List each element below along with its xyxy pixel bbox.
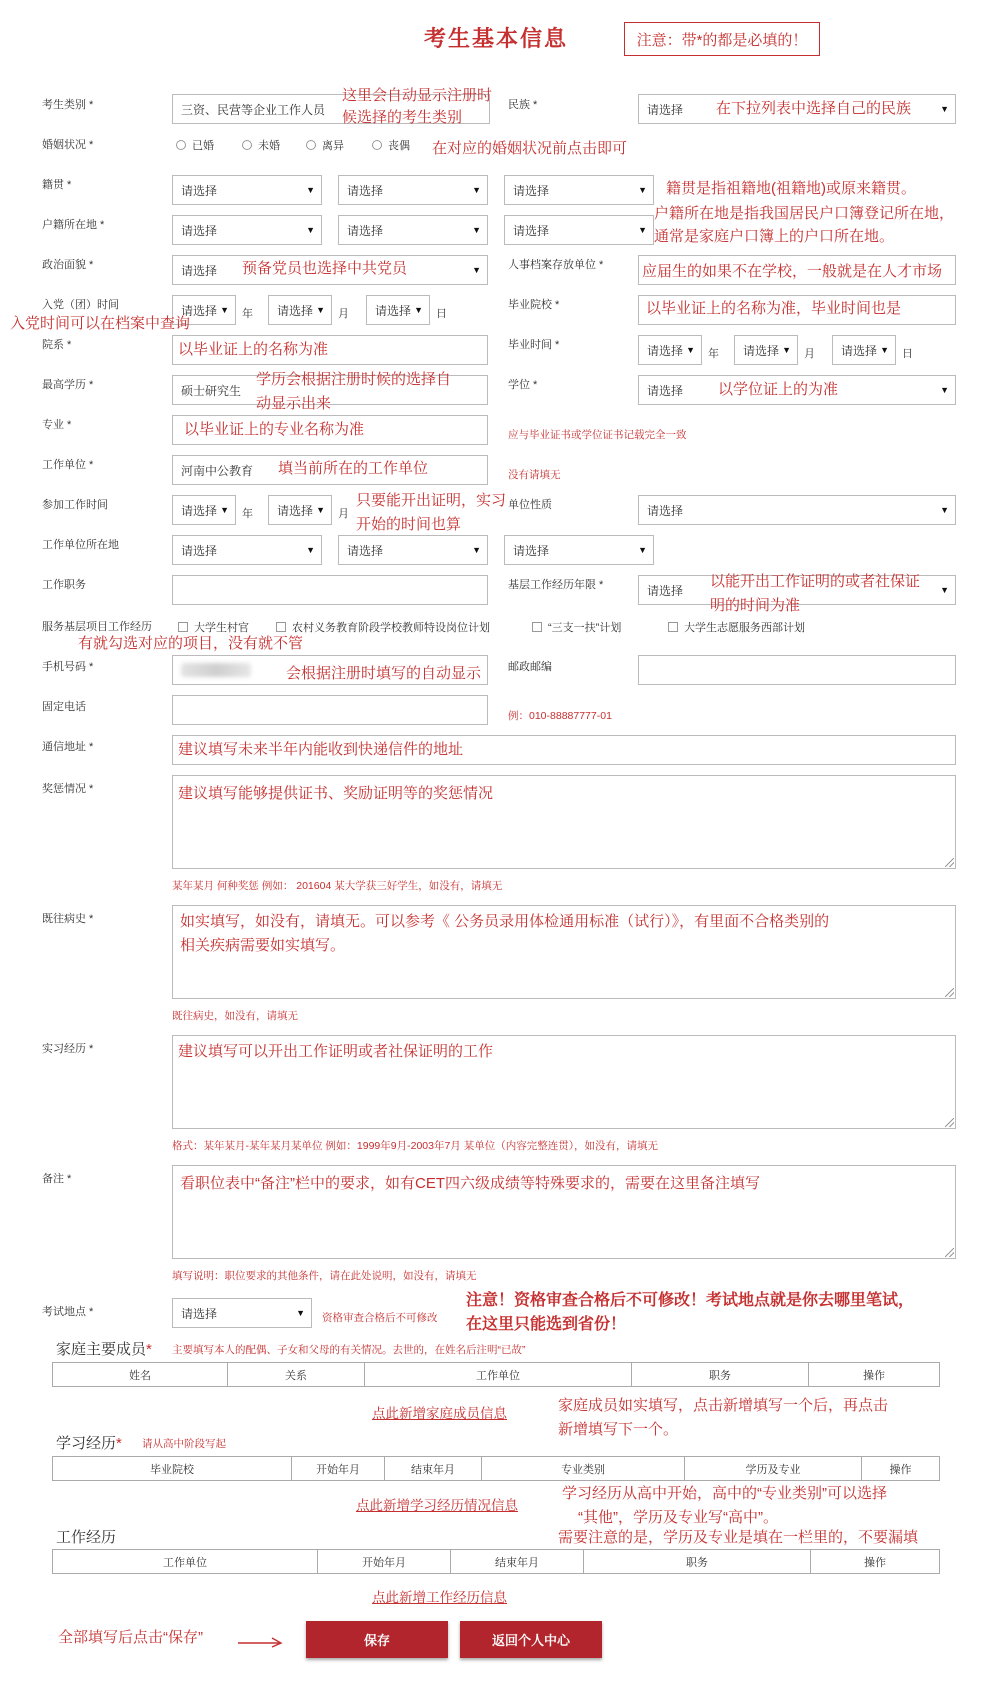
grad-date-label: 毕业时间 * [508,339,560,351]
chevron-down-icon: ▼ [638,185,647,195]
unit-day: 日 [436,308,447,320]
radio-circle-icon [176,140,186,150]
annotation-work-start: 只要能开出证明，实习 [356,492,507,509]
unit-day: 日 [902,348,913,360]
address-label: 通信地址 * [42,741,94,753]
household-city-select[interactable]: 请选择 ▼ [338,215,488,245]
annotation-household-2: 通常是家庭户口簿上的户口所在地。 [654,228,895,245]
postcode-input[interactable] [638,655,956,685]
annotation-work-start-2: 开始的时间也算 [356,516,462,533]
candidate-type-field: 三资、民营等企业工作人员 [172,94,490,124]
chevron-down-icon: ▼ [220,305,229,315]
work-section-title: 工作经历 [56,1529,117,1546]
annotation-household: 户籍所在地是指我国居民户口簿登记所在地， [654,205,955,222]
annotation-education-2: 动显示出来 [256,395,332,412]
annotation-exam-site: 注意！资格审查合格后不可修改！考试地点就是你去哪里笔试， [466,1292,915,1309]
internship-hint: 格式：某年某月-某年某月某单位 例如：1999年9月-2003年7月 某单位（内容完整连贯），如没有，请填无 [172,1140,658,1152]
grad-year-select[interactable]: 请选择 ▼ [638,335,702,365]
unit-year: 年 [242,508,253,520]
annotation-medical: 如实填写，如没有，请填无。可以参考《 公务员录用体检通用标准（试行）》，有里面不合格类别的 [180,913,830,930]
annotation-awards: 建议填写能够提供证书、奖励证明等的奖惩情况 [178,785,494,802]
employer-hint: 没有请填无 [508,469,561,481]
table-header-row [53,1550,940,1574]
resize-handle-icon[interactable] [945,988,954,997]
archive-unit-label: 人事档案存放单位 * [508,259,604,271]
annotation-study-3: 需要注意的是，学历及专业是填在一栏里的，不要漏填 [558,1529,919,1546]
party-date-label: 入党（团）时间 [42,299,119,311]
checkbox-icon [668,622,678,632]
column-header: 学历及专业 [685,1457,862,1481]
work-year-select[interactable]: 请选择 ▼ [172,495,236,525]
table-header-row [53,1363,940,1387]
chevron-down-icon: ▼ [880,345,889,355]
work-month-select[interactable]: 请选择 ▼ [268,495,332,525]
column-header: 职务 [632,1363,809,1387]
annotation-study: 学习经历从高中开始，高中的“专业类别”可以选择 [562,1485,887,1502]
unit-year: 年 [708,348,719,360]
service-checkbox-village[interactable]: 大学生村官 [178,619,249,635]
job-title-label: 工作职务 [42,579,86,591]
column-header: 工作单位 [365,1363,632,1387]
annotation-save: 全部填写后点击“保存” [58,1629,203,1646]
annotation-address: 建议填写未来半年内能收到快递信件的地址 [178,741,464,758]
column-header: 结束年月 [451,1550,584,1574]
school-label: 毕业院校 * [508,299,560,311]
chevron-down-icon: ▼ [414,305,423,315]
ethnicity-label: 民族 * [508,99,538,111]
column-header: 职务 [584,1550,811,1574]
page-title: 考生基本信息 [423,26,568,51]
column-header: 操作 [862,1457,940,1481]
unit-month: 月 [804,348,815,360]
column-header: 毕业院校 [53,1457,292,1481]
annotation-grassroots-2: 明的时间为准 [710,597,801,614]
awards-label: 奖惩情况 * [42,783,94,795]
party-year-select[interactable]: 请选择 ▼ [172,295,236,325]
chevron-down-icon: ▼ [306,185,315,195]
annotation-family: 家庭成员如实填写，点击新增填写一个后，再点击 [558,1397,889,1414]
household-county-select[interactable]: 请选择 ▼ [504,215,654,245]
column-header: 工作单位 [53,1550,318,1574]
medical-hint: 既往病史，如没有，请填无 [172,1010,298,1022]
internship-label: 实习经历 * [42,1043,94,1055]
household-label: 户籍所在地 * [42,219,105,231]
unit-year: 年 [242,308,253,320]
grassroots-years-label: 基层工作经历年限 * [508,579,604,591]
chevron-down-icon: ▼ [638,225,647,235]
annotation-grassroots: 以能开出工作证明的或者社保证 [710,573,921,590]
annotation-marital: 在对应的婚姻状况前点击即可 [432,140,628,157]
chevron-down-icon: ▼ [940,104,949,114]
unit-nature-select[interactable]: 请选择 ▼ [638,495,956,525]
native-place-label: 籍贯 * [42,179,72,191]
checkbox-icon [532,622,542,632]
annotation-remarks: 看职位表中“备注”栏中的要求，如有CET四六级成绩等特殊要求的，需要在这里备注填写 [180,1175,760,1192]
marital-radio-married[interactable]: 已婚 [176,137,214,153]
annotation-education: 学历会根据注册时候的选择自 [256,371,452,388]
employer-county-select[interactable]: 请选择 ▼ [504,535,654,565]
annotation-employer: 填当前所在的工作单位 [278,460,429,477]
party-month-select[interactable]: 请选择 ▼ [268,295,332,325]
major-hint: 应与毕业证书或学位证书记载完全一致 [508,429,687,441]
checkbox-icon [178,622,188,632]
party-day-select[interactable]: 请选择 ▼ [366,295,430,325]
chevron-down-icon: ▼ [316,305,325,315]
resize-handle-icon[interactable] [945,858,954,867]
arrow-right-icon [236,1634,286,1650]
postcode-label: 邮政邮编 [508,661,552,673]
annotation-ethnicity: 在下拉列表中选择自己的民族 [716,100,912,117]
household-province-select[interactable]: 请选择 ▼ [172,215,322,245]
service-checkbox-west[interactable]: 大学生志愿服务西部计划 [668,619,805,635]
radio-circle-icon [242,140,252,150]
chevron-down-icon: ▼ [686,345,695,355]
grad-day-select[interactable]: 请选择 ▼ [832,335,896,365]
chevron-down-icon: ▼ [306,225,315,235]
political-label: 政治面貌 * [42,259,94,271]
native-county-select[interactable]: 请选择 ▼ [504,175,654,205]
checkbox-icon [276,622,286,632]
work-table [52,1549,940,1574]
chevron-down-icon: ▼ [940,385,949,395]
save-button[interactable]: 保存 [306,1621,448,1658]
chevron-down-icon: ▼ [316,505,325,515]
chevron-down-icon: ▼ [472,185,481,195]
native-province-select[interactable]: 请选择 ▼ [172,175,322,205]
add-family-member-link[interactable]: 点此新增家庭成员信息 [372,1406,507,1421]
marital-label: 婚姻状况 * [42,139,94,151]
annotation-candidate-type: 这里会自动显示注册时 [342,87,493,104]
chevron-down-icon: ▼ [472,265,481,275]
annotation-school: 以毕业证上的名称为准，毕业时间也是 [646,300,902,317]
landline-hint: 例：010-88887777-01 [508,710,612,722]
column-header: 专业类别 [482,1457,685,1481]
annotation-major: 以毕业证上的专业名称为准 [184,421,365,438]
employer-province-select[interactable]: 请选择 ▼ [172,535,322,565]
employer-location-label: 工作单位所在地 [42,539,119,551]
blurred-phone-number [181,663,251,677]
exam-site-hint: 资格审查合格后不可修改 [322,1312,438,1324]
study-section-title: 学习经历* [56,1435,122,1452]
annotation-family-2: 新增填写下一个。 [558,1421,679,1438]
required-notice: 注意：带*的都是必填的！ [624,22,820,56]
chevron-down-icon: ▼ [472,545,481,555]
annotation-exam-site-2: 在这里只能选到省份！ [466,1316,627,1333]
exam-site-label: 考试地点 * [42,1306,94,1318]
radio-circle-icon [306,140,316,150]
degree-label: 学位 * [508,379,538,391]
unit-month: 月 [338,308,349,320]
chevron-down-icon: ▼ [306,545,315,555]
chevron-down-icon: ▼ [472,225,481,235]
education-label: 最高学历 * [42,379,94,391]
degree-select[interactable]: 请选择 ▼ [638,375,956,405]
column-header: 操作 [809,1363,940,1387]
grad-month-select[interactable]: 请选择 ▼ [734,335,798,365]
education-field: 硕士研究生 [172,375,488,405]
back-to-personal-center-button[interactable]: 返回个人中心 [460,1621,602,1658]
mobile-label: 手机号码 * [42,661,94,673]
employer-city-select[interactable]: 请选择 ▼ [338,535,488,565]
column-header: 结束年月 [385,1457,482,1481]
annotation-service-projects: 有就勾选对应的项目，没有就不管 [78,635,304,652]
marital-radio-widowed[interactable]: 丧偶 [372,137,410,153]
family-section-title: 家庭主要成员* [56,1341,152,1358]
grassroots-years-select[interactable]: 请选择 ▼ [638,575,956,605]
add-study-record-link[interactable]: 点此新增学习经历情况信息 [356,1498,518,1513]
landline-input[interactable] [172,695,488,725]
chevron-down-icon: ▼ [940,585,949,595]
column-header: 操作 [811,1550,940,1574]
annotation-department: 以毕业证上的名称为准 [178,341,329,358]
chevron-down-icon: ▼ [940,505,949,515]
chevron-down-icon: ▼ [782,345,791,355]
marital-radio-single[interactable]: 未婚 [242,137,280,153]
column-header: 开始年月 [292,1457,385,1481]
resize-handle-icon[interactable] [945,1248,954,1257]
candidate-type-label: 考生类别 * [42,99,94,111]
resize-handle-icon[interactable] [945,1118,954,1127]
column-header: 关系 [228,1363,365,1387]
chevron-down-icon: ▼ [638,545,647,555]
study-table [52,1456,940,1481]
add-work-record-link[interactable]: 点此新增工作经历信息 [372,1590,507,1605]
annotation-archive-unit: 应届生的如果不在学校，一般就是在人才市场 [642,263,943,280]
annotation-study-2: “其他”，学历及专业写“高中”。 [578,1509,778,1526]
chevron-down-icon: ▼ [220,505,229,515]
chevron-down-icon: ▼ [296,1308,305,1318]
annotation-candidate-type-2: 候选择的考生类别 [342,109,463,126]
column-header: 姓名 [53,1363,228,1387]
service-checkbox-teacher[interactable]: 农村义务教育阶段学校教师特设岗位计划 [276,619,490,635]
annotation-native-place: 籍贯是指祖籍地(祖籍地)或原来籍贯。 [666,180,916,197]
column-header: 开始年月 [318,1550,451,1574]
annotation-medical-2: 相关疾病需要如实填写。 [180,937,346,954]
native-city-select[interactable]: 请选择 ▼ [338,175,488,205]
unit-nature-label: 单位性质 [508,499,552,511]
landline-label: 固定电话 [42,701,86,713]
study-hint: 请从高中阶段写起 [142,1438,226,1450]
exam-site-select[interactable]: 请选择 ▼ [172,1298,312,1328]
remarks-label: 备注 * [42,1173,72,1185]
table-header-row [53,1457,940,1481]
family-hint: 主要填写本人的配偶、子女和父母的有关情况。去世的，在姓名后注明“已故” [172,1344,526,1356]
employer-label: 工作单位 * [42,459,94,471]
employer-input[interactable]: 河南中公教育 [172,455,488,485]
radio-circle-icon [372,140,382,150]
annotation-degree: 以学位证上的为准 [718,381,839,398]
family-table [52,1362,940,1387]
service-checkbox-sanzhi[interactable]: “三支一扶”计划 [532,619,621,635]
unit-month: 月 [338,508,349,520]
annotation-internship: 建议填写可以开出工作证明或者社保证明的工作 [178,1043,494,1060]
political-select[interactable]: 请选择 ▼ [172,255,488,285]
annotation-mobile: 会根据注册时填写的自动显示 [286,665,482,682]
annotation-party-date: 入党时间可以在档案中查询 [10,315,191,332]
department-label: 院系 * [42,339,72,351]
marital-radio-divorced[interactable]: 离异 [306,137,344,153]
annotation-political: 预备党员也选择中共党员 [242,260,408,277]
awards-hint: 某年某月 何种奖惩 例如： 201604 某大学获三好学生，如没有，请填无 [172,880,503,892]
work-start-label: 参加工作时间 [42,499,108,511]
service-projects-label: 服务基层项目工作经历 [42,621,152,633]
job-title-input[interactable] [172,575,488,605]
major-label: 专业 * [42,419,72,431]
ethnicity-select[interactable]: 请选择 ▼ [638,94,956,124]
remarks-hint: 填写说明：职位要求的其他条件，请在此处说明，如没有，请填无 [172,1270,477,1282]
medical-label: 既往病史 * [42,913,94,925]
